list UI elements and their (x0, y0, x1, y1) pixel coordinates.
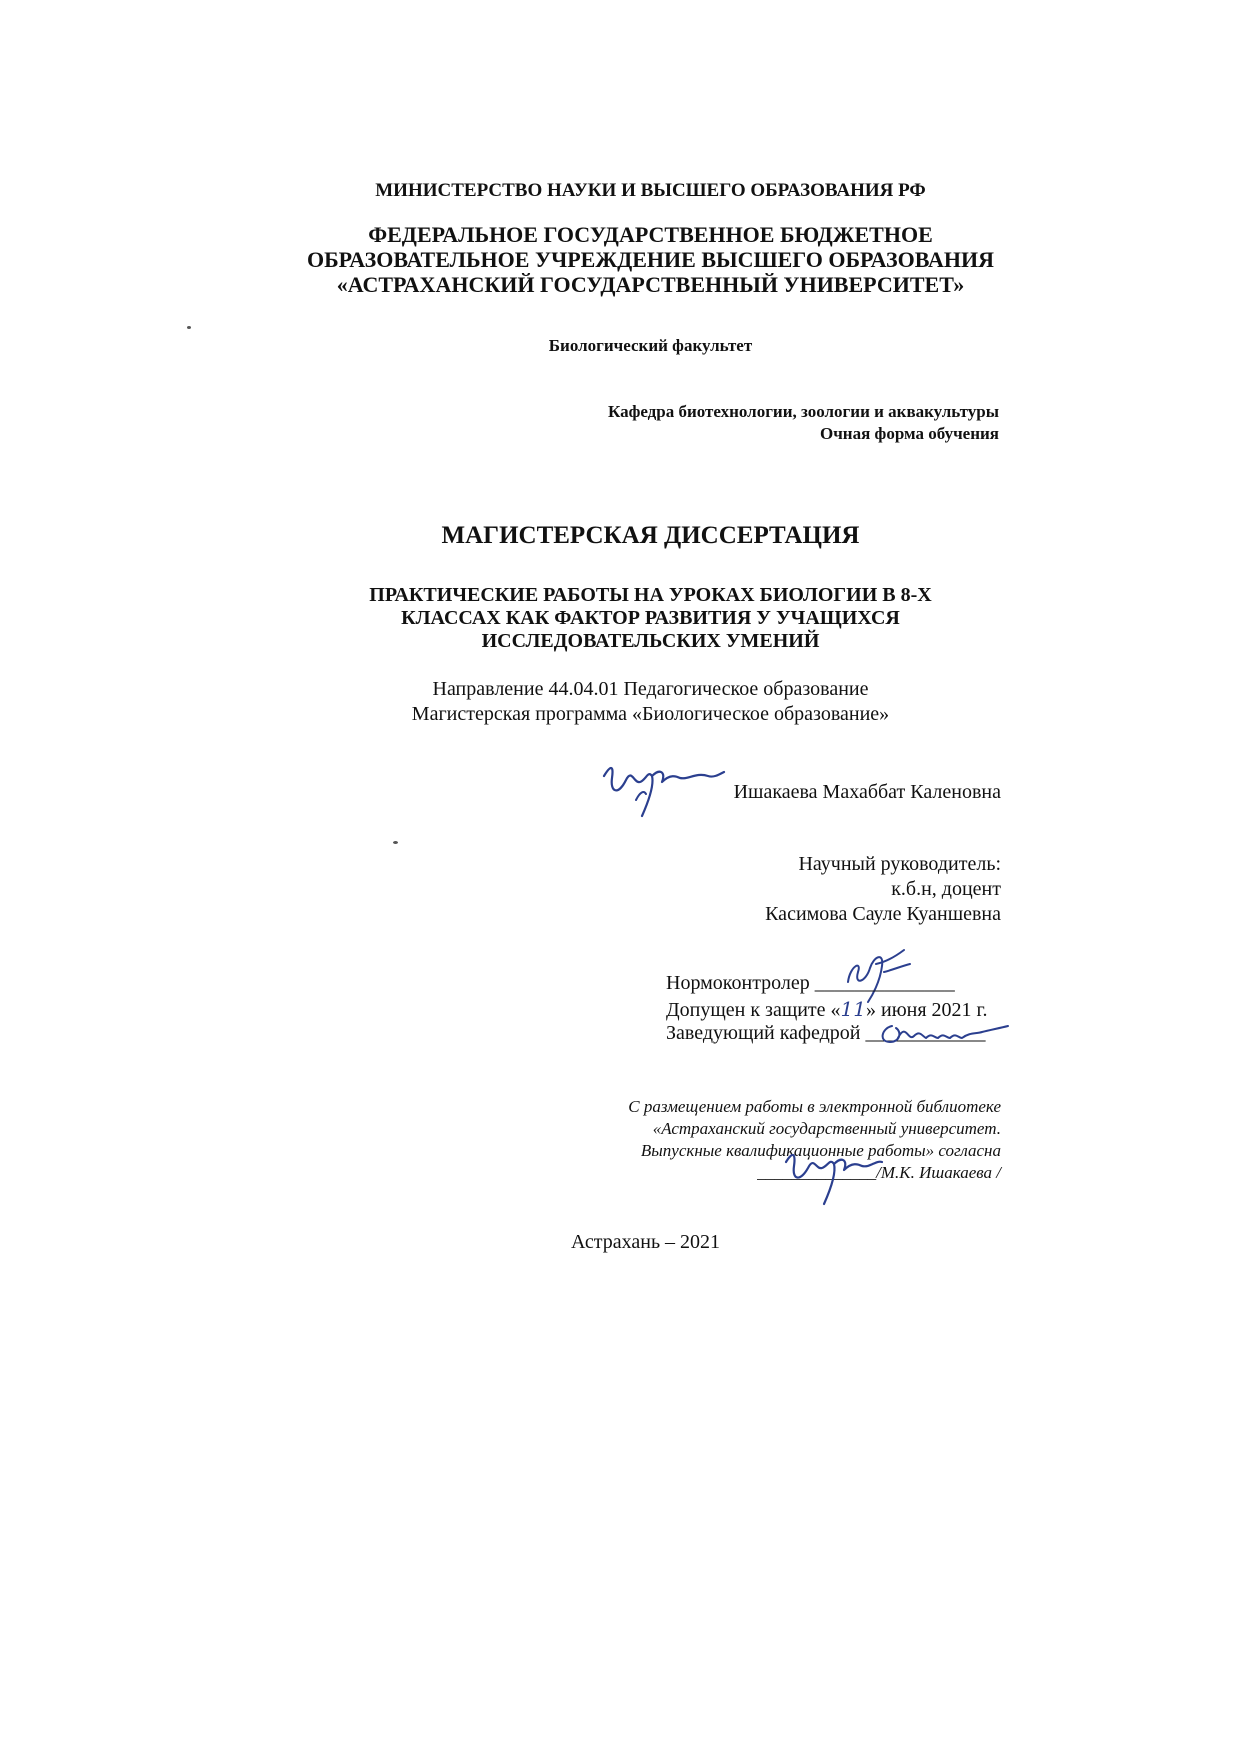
admission-suffix: » июня 2021 г. (866, 999, 988, 1021)
work-type-heading: МАГИСТЕРСКАЯ ДИССЕРТАЦИЯ (441, 522, 860, 549)
consent-line-3: Выпускные квалификационные работы» согласна (640, 1141, 1001, 1160)
thesis-title-line-1: ПРАКТИЧЕСКИЕ РАБОТЫ НА УРОКАХ БИОЛОГИИ В 8-Х (369, 584, 932, 606)
program-line: Магистерская программа «Биологическое образование» (411, 703, 890, 725)
institution-line-3: «АСТРАХАНСКИЙ ГОСУДАРСТВЕННЫЙ УНИВЕРСИТЕТ» (336, 272, 965, 297)
direction-line: Направление 44.04.01 Педагогическое образование (432, 678, 869, 700)
admission-day: 11 (840, 997, 866, 1021)
author-signature (596, 754, 726, 824)
faculty-line: Биологический факультет (548, 336, 753, 355)
admission-prefix: Допущен к защите « (666, 999, 841, 1021)
head-of-department-line: Заведующий кафедрой ____________ (666, 1022, 986, 1044)
thesis-title-line-3: ИССЛЕДОВАТЕЛЬСКИХ УМЕНИЙ (481, 630, 820, 652)
scan-speck (393, 841, 398, 844)
institution-line-1: ФЕДЕРАЛЬНОЕ ГОСУДАРСТВЕННОЕ БЮДЖЕТНОЕ (368, 222, 933, 247)
normocontrol-line: Нормоконтролер ______________ (666, 972, 955, 994)
head-of-department-signature (872, 1008, 1012, 1054)
scan-speck (187, 326, 191, 329)
consent-line-4: ______________/М.К. Ишакаева / (757, 1163, 1001, 1182)
supervisor-label: Научный руководитель: (798, 853, 1001, 875)
author-name: Ишакаева Махаббат Каленовна (733, 781, 1001, 803)
supervisor-name: Касимова Сауле Куаншевна (765, 903, 1001, 925)
ministry-line: МИНИСТЕРСТВО НАУКИ И ВЫСШЕГО ОБРАЗОВАНИЯ РФ (375, 180, 926, 201)
department-line: Кафедра биотехнологии, зоологии и аквакультуры (607, 402, 999, 421)
city-year: Астрахань – 2021 (570, 1231, 721, 1253)
supervisor-degree: к.б.н, доцент (891, 878, 1001, 900)
consent-line-1: С размещением работы в электронной библиотеке (628, 1097, 1001, 1116)
consent-signature (776, 1140, 886, 1208)
consent-line-2: «Астраханский государственный университет. (652, 1119, 1001, 1138)
study-form-line: Очная форма обучения (820, 424, 999, 443)
institution-line-2: ОБРАЗОВАТЕЛЬНОЕ УЧРЕЖДЕНИЕ ВЫСШЕГО ОБРАЗОВАНИЯ (306, 247, 995, 272)
thesis-title-line-2: КЛАССАХ КАК ФАКТОР РАЗВИТИЯ У УЧАЩИХСЯ (401, 607, 900, 629)
